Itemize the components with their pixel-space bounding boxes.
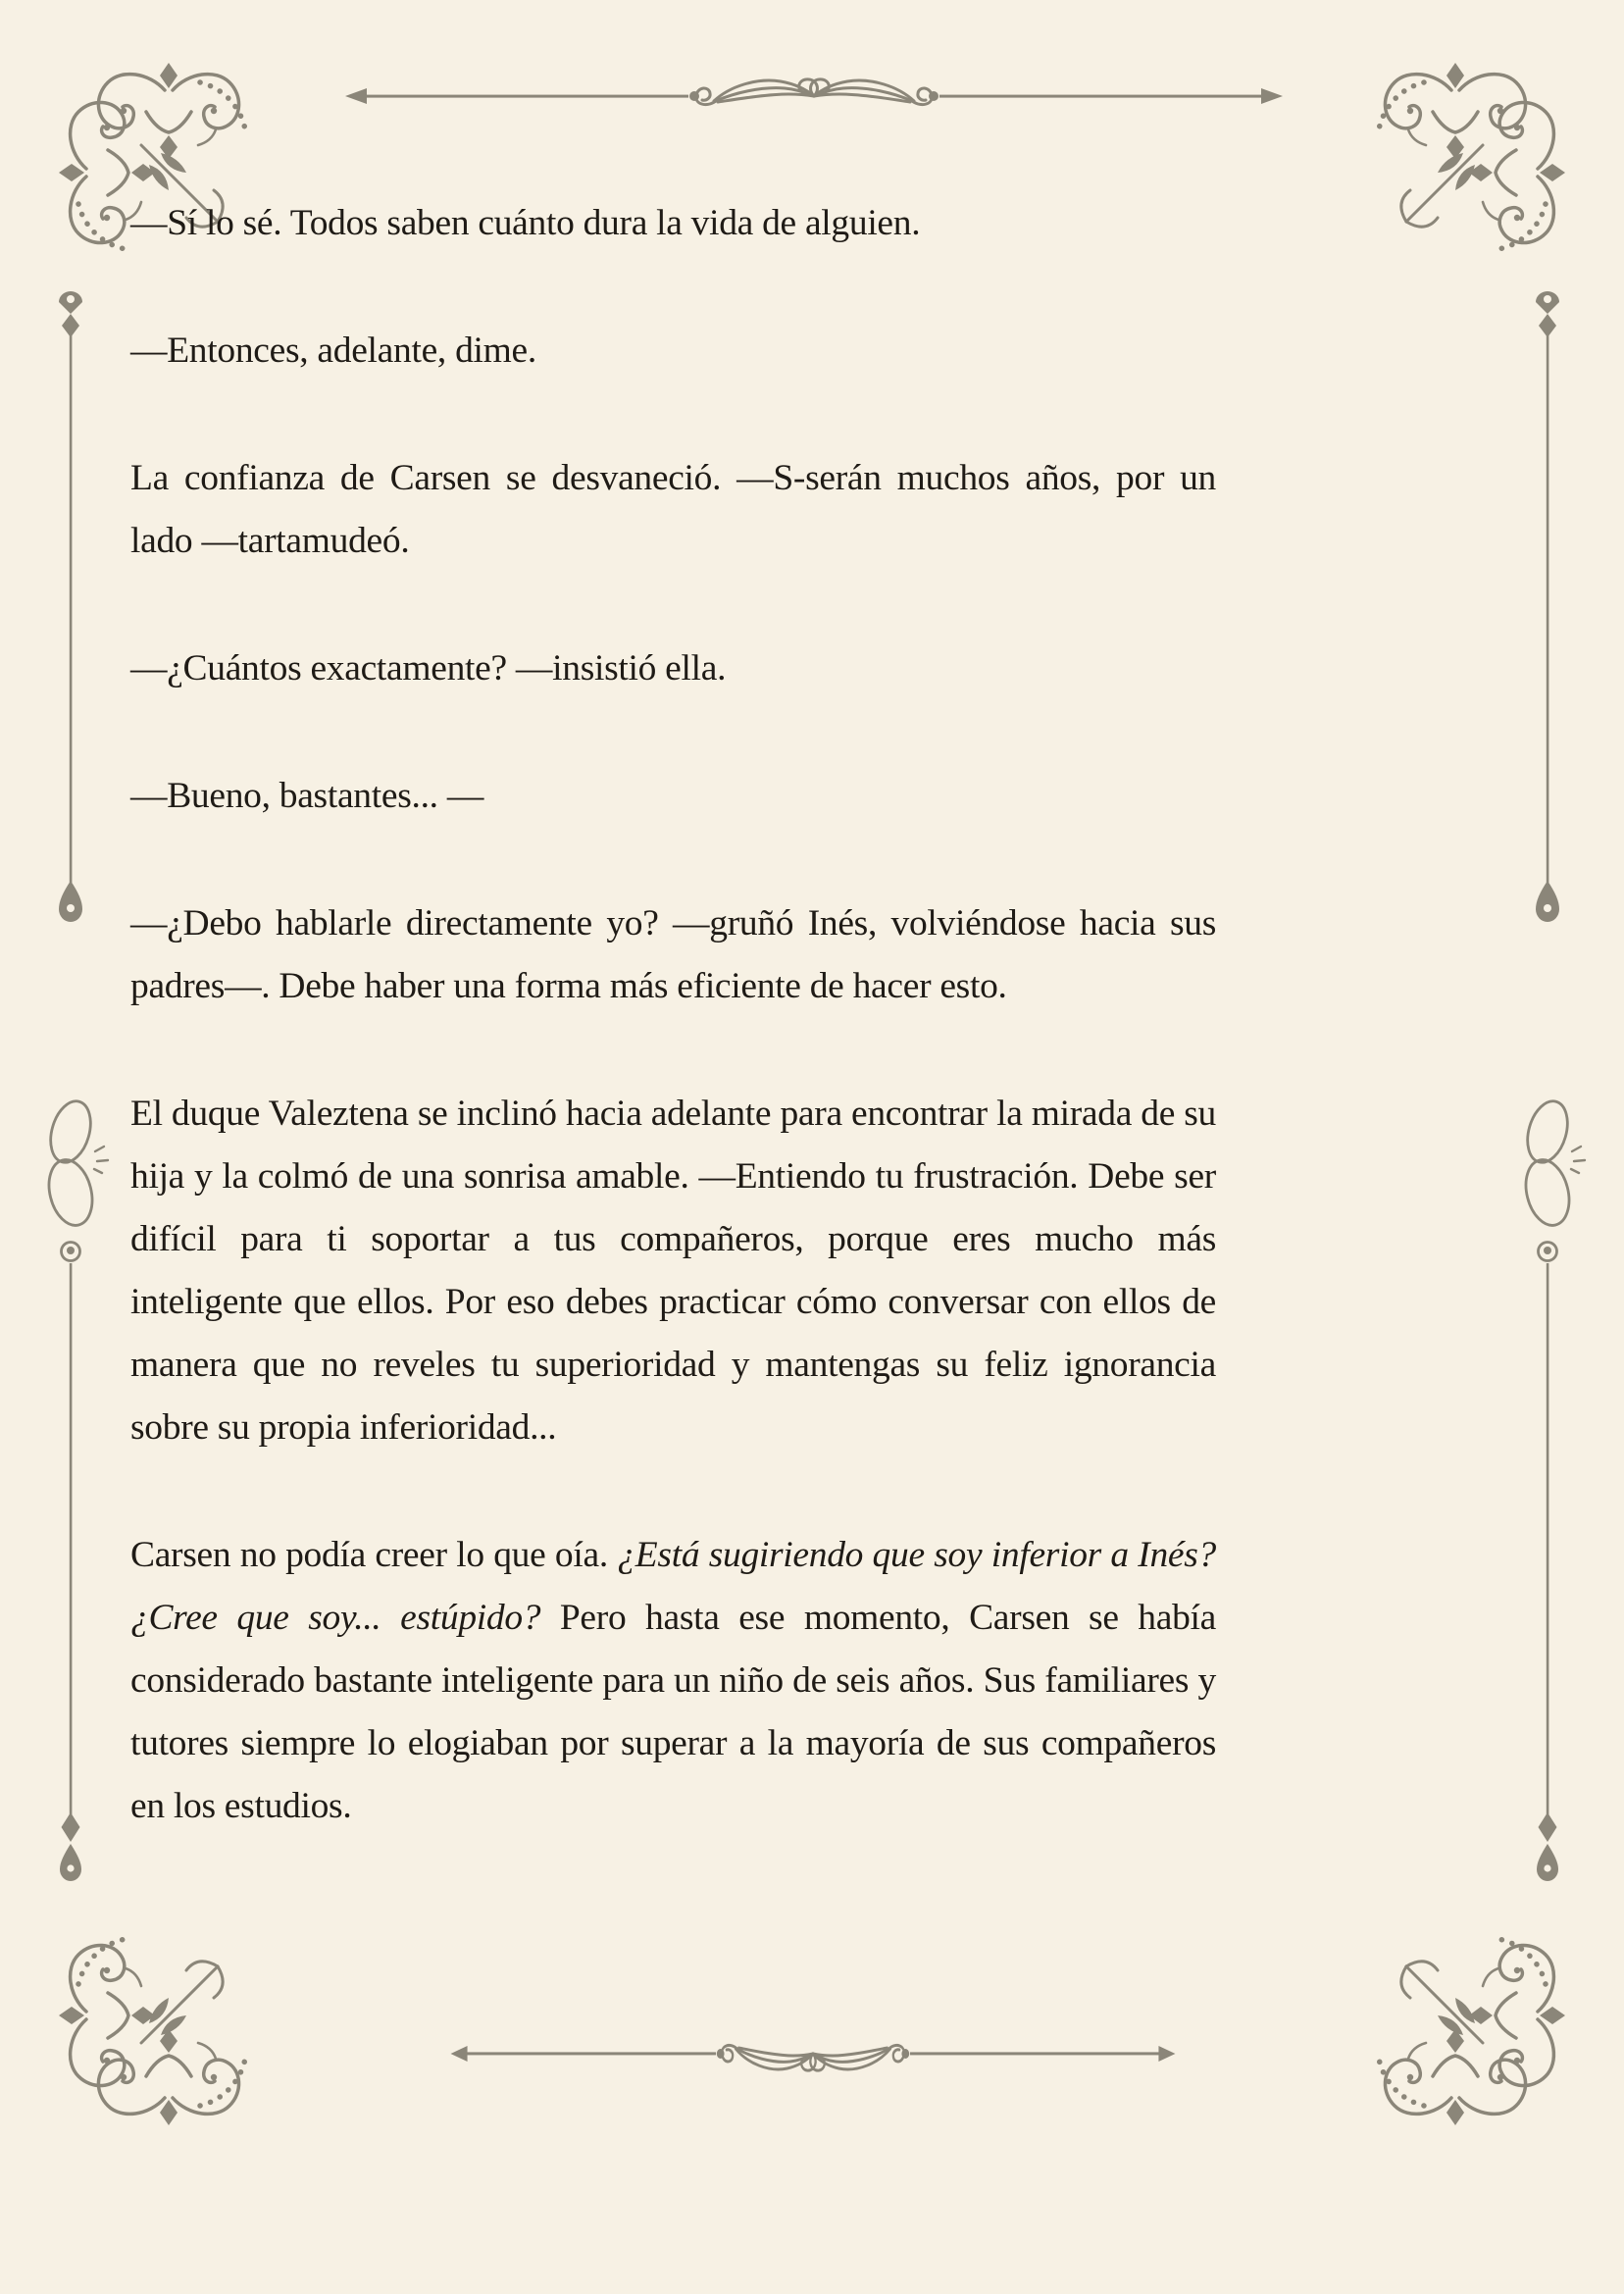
paragraph-dialogue-1: —Sí lo sé. Todos saben cuánto dura la vida de alguien. — [130, 203, 921, 243]
paragraph-narration-3 — [130, 1524, 1216, 1838]
bottom-divider-arrow-swirl-icon — [449, 2038, 1177, 2101]
page-text — [130, 192, 1216, 1838]
paragraph-dialogue-5: —¿Debo hablarle directamente yo? —gruñó Inés, volviéndose hacia sus padres—. Debe haber una forma más eficiente de hacer esto. — [130, 903, 1216, 1006]
paragraph-narration-2: El duque Valeztena se inclinó hacia adelante para encontrar la mirada de su hija y la colmó de una sonrisa amable. —Entiendo tu frustración. Debe ser difícil para ti soportar a tus compañeros, porque eres mucho más inteligente que ellos. Por eso debes practicar cómo conversar con ellos de manera que no reveles tu superioridad y mantengas su feliz ignorancia sobre su propia inferioridad... — [130, 1094, 1216, 1448]
paragraph-dialogue-2: —Entonces, adelante, dime. — [130, 331, 536, 371]
corner-flourish-bottom-left-icon — [51, 1898, 286, 2133]
right-border-pendant-rail-icon — [1528, 284, 1567, 1893]
narration-post: Pero hasta ese momento, Carsen se había considerado bastante inteligente para un niño de seis años. Sus familiares y tutores siempre lo elogiaban por superar a la mayoría de sus compañeros en los estudios. — [130, 1598, 1216, 1826]
corner-flourish-top-right-icon — [1338, 55, 1573, 290]
paragraph-dialogue-4: —Bueno, bastantes... — — [130, 776, 484, 816]
paragraph-narration-1: La confianza de Carsen se desvaneció. —S-serán muchos años, por un lado —tartamudeó. — [130, 458, 1216, 561]
inner-thought-italic: ¿Está sugiriendo que soy inferior a Inés? ¿Cree que soy... estúpido? — [130, 1535, 1217, 1638]
paragraph-dialogue-3: —¿Cuántos exactamente? —insistió ella. — [130, 648, 727, 688]
left-border-pendant-rail-icon — [51, 284, 90, 1893]
corner-flourish-bottom-right-icon — [1338, 1898, 1573, 2133]
narration-pre: Carsen no podía creer lo que oía. — [130, 1535, 618, 1575]
top-divider-arrow-swirl-icon — [343, 49, 1285, 112]
